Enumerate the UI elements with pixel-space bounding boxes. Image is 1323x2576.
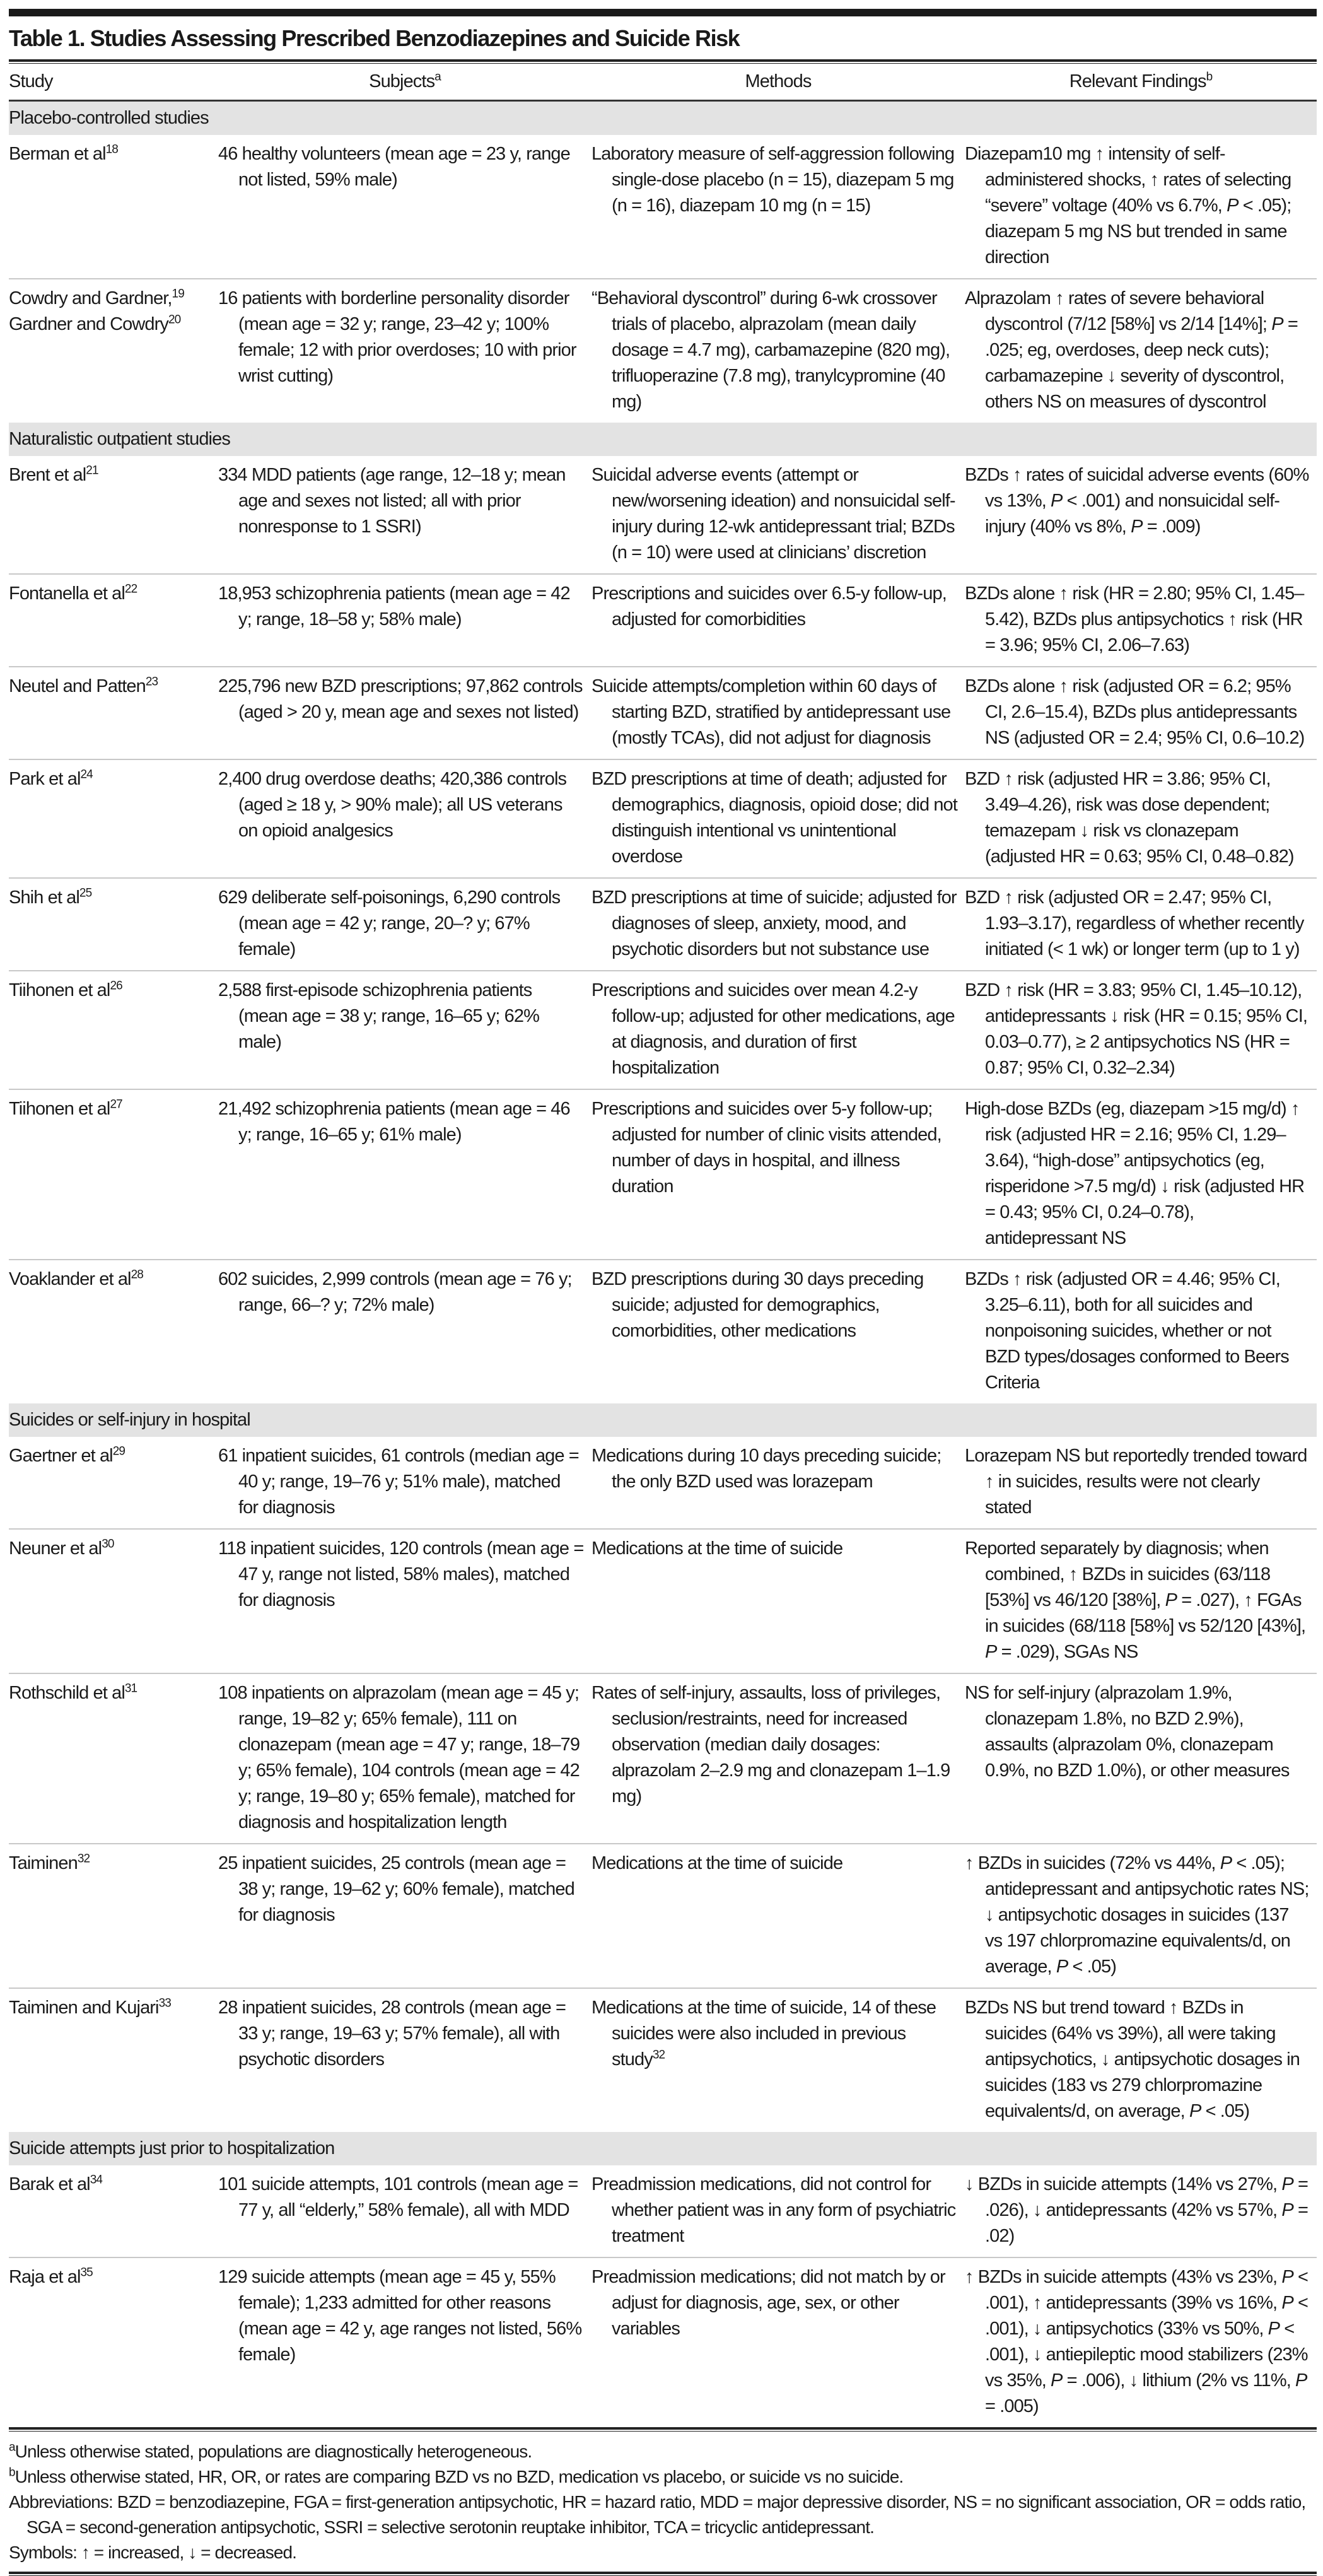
study-author: Shih et al	[9, 887, 79, 908]
methods-cell	[592, 971, 965, 1089]
subjects-cell	[218, 574, 592, 667]
study-name	[9, 581, 211, 607]
methods-value: BZD prescriptions at time of suicide; adjusted for diagnoses of sleep, anxiety, mood, and psychotic disorders but not substance use	[592, 887, 957, 959]
study-author: Taiminen and Kujari	[9, 1998, 159, 2018]
footnote-marker: b	[9, 2466, 15, 2479]
table-title: Table 1. Studies Assessing Prescribed Benzodiazepines and Suicide Risk	[9, 25, 740, 51]
section-header-row	[9, 423, 1317, 456]
double-rule	[9, 2427, 1317, 2432]
methods-value: Medications at the time of suicide, 14 of these suicides were also included in previous study	[592, 1998, 936, 2070]
methods-cell	[592, 1260, 965, 1403]
methods-value: Rates of self-injury, assaults, loss of privileges, seclusion/restraints, need for increased observation (median daily dosages: alprazolam 2–2.9 mg and clonazepam 1–1.9 mg)	[592, 1683, 950, 1806]
subjects-text	[218, 1851, 584, 1928]
reference-number: 33	[158, 1996, 171, 2010]
subjects-value: 25 inpatient suicides, 25 controls (mean age = 38 y; range, 19–62 y; 60% female), matched for diagnosis	[218, 1853, 574, 1925]
methods-cell	[592, 574, 965, 667]
study-cell	[9, 2257, 218, 2427]
header-findings	[965, 64, 1317, 101]
subjects-value: 108 inpatients on alprazolam (mean age = 45 y; range, 19–82 y; 65% female), 111 on clonazepam (mean age = 47 y; range, 18–79 y; 65% female), 104 controls (mean age = 42 y; range, 19–80 y; 65% female), matched for diagnosis and hospitalization length	[218, 1683, 580, 1832]
header-methods-label: Methods	[745, 71, 812, 91]
subjects-text	[218, 978, 584, 1055]
study-name	[9, 978, 211, 1004]
methods-cell	[592, 135, 965, 279]
methods-value: Suicide attempts/completion within 60 days of starting BZD, stratified by antidepressant use (mostly TCAs), did not adjust for diagnosis	[592, 676, 951, 748]
methods-cell	[592, 1988, 965, 2132]
footnote-marker: b	[1206, 70, 1213, 84]
header-subjects-label: Subjects	[369, 71, 435, 91]
study-cell	[9, 1437, 218, 1529]
findings-value: Alprazolam ↑ rates of severe behavioral dyscontrol (7/12 [58%] vs 2/14 [14%]; P = .025; eg, overdoses, deep neck cuts); carbamazepine ↓ severity of dyscontrol, others NS on measures of dyscontrol	[965, 288, 1298, 412]
findings-value: BZD ↑ risk (adjusted HR = 3.86; 95% CI, 3.49–4.26), risk was dose dependent; temazepam ↓ risk vs clonazepam (adjusted HR = 0.63; 95% CI, 0.48–0.82)	[965, 769, 1294, 867]
subjects-cell	[218, 759, 592, 878]
study-author: Cowdry and Gardner,	[9, 288, 172, 308]
methods-text	[592, 1536, 957, 1562]
study-name	[9, 462, 211, 488]
findings-text	[965, 766, 1309, 870]
subjects-text	[218, 674, 584, 725]
table-row	[9, 279, 1317, 423]
study-name	[9, 885, 211, 911]
footnote-text: Symbols: ↑ = increased, ↓ = decreased.	[9, 2543, 297, 2562]
methods-value: Medications at the time of suicide	[592, 1853, 843, 1873]
study-cell	[9, 279, 218, 423]
reference-number: 26	[110, 979, 122, 993]
footnote	[9, 2540, 1317, 2565]
findings-cell	[965, 1529, 1317, 1673]
methods-cell	[592, 1529, 965, 1673]
methods-value: Medications at the time of suicide	[592, 1538, 843, 1559]
findings-value: BZD ↑ risk (HR = 3.83; 95% CI, 1.45–10.12), antidepressants ↓ risk (HR = 0.15; 95% CI, 0.03–0.77), ≥ 2 antipsychotics NS (HR = 0.87; 95% CI, 0.32–2.34)	[965, 980, 1308, 1078]
reference-number: 28	[131, 1268, 143, 1282]
findings-value: Diazepam10 mg ↑ intensity of self-administered shocks, ↑ rates of selecting “severe” voltage (40% vs 6.7%, P < .05); diazepam 5 mg NS but trended in same direction	[965, 144, 1291, 267]
findings-cell	[965, 574, 1317, 667]
study-cell	[9, 574, 218, 667]
table-row	[9, 1529, 1317, 1673]
subjects-text	[218, 885, 584, 963]
findings-text	[965, 674, 1309, 751]
study-cell	[9, 1529, 218, 1673]
subjects-text	[218, 1267, 584, 1318]
study-author: Park et al	[9, 769, 81, 789]
footnote-text: Abbreviations: BZD = benzodiazepine, FGA = first-generation antipsychotic, HR = hazard ratio, MDD = major depressive disorder, NS = no significant association, OR = odds ratio, SGA = second-generation antipsychotic, SSRI = selective serotonin reuptake inhibitor, TCA = tricyclic antidepressant.	[9, 2492, 1306, 2537]
header-subjects	[218, 64, 592, 101]
study-author: Gaertner et al	[9, 1446, 113, 1466]
reference-number: 32	[652, 2048, 665, 2062]
findings-text	[965, 1443, 1309, 1521]
reference-number: 25	[79, 886, 92, 900]
findings-cell	[965, 759, 1317, 878]
subjects-text	[218, 141, 584, 193]
table-row	[9, 667, 1317, 759]
study-author: Voaklander et al	[9, 1269, 131, 1289]
study-name	[9, 2264, 211, 2290]
subjects-value: 46 healthy volunteers (mean age = 23 y, range not listed, 59% male)	[218, 144, 570, 190]
reference-number: 22	[124, 582, 137, 596]
methods-text	[592, 978, 957, 1081]
subjects-text	[218, 581, 584, 633]
findings-text	[965, 885, 1309, 963]
subjects-text	[218, 1680, 584, 1835]
findings-value: BZDs alone ↑ risk (adjusted OR = 6.2; 95% CI, 2.6–15.4), BZDs plus antidepressants NS (adjusted OR = 2.4; 95% CI, 0.6–10.2)	[965, 676, 1305, 748]
subjects-cell	[218, 667, 592, 759]
table-row	[9, 574, 1317, 667]
study-name	[9, 766, 211, 792]
methods-text	[592, 462, 957, 566]
findings-value: High-dose BZDs (eg, diazepam >15 mg/d) ↑ risk (adjusted HR = 2.16; 95% CI, 1.29–3.64), “high-dose” antipsychotics (eg, risperidone >7.5 mg/d) ↓ risk (adjusted HR = 0.43; 95% CI, 0.24–0.78), antidepressant NS	[965, 1099, 1305, 1248]
study-cell	[9, 759, 218, 878]
reference-number: 27	[110, 1098, 122, 1111]
study-author: Gardner and Cowdry	[9, 314, 168, 334]
table-row	[9, 135, 1317, 279]
reference-number: 32	[77, 1852, 90, 1866]
subjects-text	[218, 286, 584, 389]
footnote-marker: a	[9, 2440, 15, 2454]
methods-cell	[592, 1844, 965, 1988]
study-cell	[9, 667, 218, 759]
subjects-text	[218, 462, 584, 540]
findings-text	[965, 2172, 1309, 2249]
methods-text	[592, 2264, 957, 2342]
section-header-row	[9, 101, 1317, 136]
study-name	[9, 2172, 211, 2198]
study-author: Fontanella et al	[9, 583, 125, 604]
methods-text	[592, 674, 957, 751]
study-name	[9, 1443, 211, 1469]
study-name	[9, 674, 211, 700]
subjects-value: 2,400 drug overdose deaths; 420,386 controls (aged ≥ 18 y, > 90% male); all US veterans on opioid analgesics	[218, 769, 567, 841]
section-header-row	[9, 1403, 1317, 1437]
footnote	[9, 2464, 1317, 2490]
study-author: Neuner et al	[9, 1538, 102, 1559]
findings-text	[965, 1536, 1309, 1665]
subjects-cell	[218, 2165, 592, 2257]
findings-text	[965, 581, 1309, 659]
reference-number: 20	[168, 313, 181, 327]
methods-cell	[592, 2165, 965, 2257]
subjects-value: 118 inpatient suicides, 120 controls (mean age = 47 y, range not listed, 58% males), matched for diagnosis	[218, 1538, 584, 1610]
study-cell	[9, 1260, 218, 1403]
study-cell	[9, 1089, 218, 1260]
study-name	[9, 312, 211, 337]
methods-cell	[592, 1673, 965, 1844]
methods-text	[592, 581, 957, 633]
reference-number: 29	[112, 1444, 125, 1458]
reference-number: 31	[124, 1682, 137, 1695]
subjects-value: 129 suicide attempts (mean age = 45 y, 55% female); 1,233 admitted for other reasons (mean age = 42 y, age ranges not listed, 56% female)	[218, 2267, 582, 2365]
double-rule	[9, 59, 1317, 64]
methods-cell	[592, 1089, 965, 1260]
methods-cell	[592, 456, 965, 574]
methods-cell	[592, 1437, 965, 1529]
study-name	[9, 1096, 211, 1122]
study-cell	[9, 2165, 218, 2257]
findings-value: BZD ↑ risk (adjusted OR = 2.47; 95% CI, 1.93–3.17), regardless of whether recently initiated (< 1 wk) or longer term (up to 1 y)	[965, 887, 1304, 959]
header-row	[9, 64, 1317, 101]
subjects-cell	[218, 1529, 592, 1673]
findings-cell	[965, 1844, 1317, 1988]
study-author: Tiihonen et al	[9, 980, 110, 1000]
study-name	[9, 286, 211, 312]
methods-value: Prescriptions and suicides over 6.5-y follow-up, adjusted for comorbidities	[592, 583, 947, 629]
findings-cell	[965, 456, 1317, 574]
table-row	[9, 878, 1317, 971]
table-row	[9, 2257, 1317, 2427]
methods-value: BZD prescriptions during 30 days preceding suicide; adjusted for demographics, comorbidities, other medications	[592, 1269, 924, 1341]
subjects-text	[218, 1995, 584, 2073]
footnote	[9, 2439, 1317, 2464]
study-name	[9, 141, 211, 167]
study-cell	[9, 878, 218, 971]
methods-value: Prescriptions and suicides over 5-y follow-up; adjusted for number of clinic visits attended, number of days in hospital, and illness duration	[592, 1099, 941, 1197]
study-cell	[9, 135, 218, 279]
findings-text	[965, 1995, 1309, 2124]
findings-text	[965, 978, 1309, 1081]
section-label: Suicide attempts just prior to hospitalization	[9, 2132, 1317, 2165]
table-row	[9, 1988, 1317, 2132]
table-row	[9, 1260, 1317, 1403]
subjects-value: 629 deliberate self-poisonings, 6,290 controls (mean age = 42 y; range, 20–? y; 67% female)	[218, 887, 561, 959]
methods-value: Preadmission medications; did not match by or adjust for diagnosis, age, sex, or other variables	[592, 2267, 945, 2339]
methods-text	[592, 1680, 957, 1810]
methods-cell	[592, 759, 965, 878]
subjects-text	[218, 1096, 584, 1148]
subjects-cell	[218, 456, 592, 574]
subjects-cell	[218, 135, 592, 279]
table-row	[9, 971, 1317, 1089]
methods-text	[592, 885, 957, 963]
findings-text	[965, 1267, 1309, 1396]
subjects-text	[218, 766, 584, 844]
footnote-text: Unless otherwise stated, populations are diagnostically heterogeneous.	[15, 2442, 532, 2461]
findings-value: Lorazepam NS but reportedly trended toward ↑ in suicides, results were not clearly stated	[965, 1446, 1307, 1518]
findings-value: ↓ BZDs in suicide attempts (14% vs 27%, P = .026), ↓ antidepressants (42% vs 57%, P = .02)	[965, 2174, 1308, 2246]
table-row	[9, 2165, 1317, 2257]
subjects-value: 28 inpatient suicides, 28 controls (mean age = 33 y; range, 19–63 y; 57% female), all with psychotic disorders	[218, 1998, 566, 2070]
table-row	[9, 1437, 1317, 1529]
findings-cell	[965, 1089, 1317, 1260]
footnotes	[9, 2432, 1317, 2572]
study-cell	[9, 1844, 218, 1988]
subjects-value: 334 MDD patients (age range, 12–18 y; mean age and sexes not listed; all with prior nonresponse to 1 SSRI)	[218, 465, 566, 537]
subjects-value: 101 suicide attempts, 101 controls (mean age = 77 y, all “elderly,” 58% female), all with MDD	[218, 2174, 578, 2220]
subjects-cell	[218, 1844, 592, 1988]
study-name	[9, 1851, 211, 1876]
study-name	[9, 1995, 211, 2021]
methods-value: BZD prescriptions at time of death; adjusted for demographics, diagnosis, opioid dose; did not distinguish intentional vs unintentional overdose	[592, 769, 957, 867]
methods-value: “Behavioral dyscontrol” during 6-wk crossover trials of placebo, alprazolam (mean daily dosage = 4.7 mg), carbamazepine (820 mg), trifluoperazine (7.8 mg), tranylcypromine (40 mg)	[592, 288, 950, 412]
header-study-label: Study	[9, 71, 53, 91]
subjects-cell	[218, 279, 592, 423]
methods-cell	[592, 279, 965, 423]
findings-cell	[965, 1988, 1317, 2132]
reference-number: 23	[145, 675, 158, 689]
findings-text	[965, 1096, 1309, 1251]
methods-value: Preadmission medications, did not control for whether patient was in any form of psychiatric treatment	[592, 2174, 956, 2246]
findings-cell	[965, 1437, 1317, 1529]
findings-value: ↑ BZDs in suicides (72% vs 44%, P < .05); antidepressant and antipsychotic rates NS; ↓ antipsychotic dosages in suicides (137 vs 197 chlorpromazine equivalents/d, on average, P < .05)	[965, 1853, 1309, 1977]
study-name	[9, 1267, 211, 1292]
footnote-marker: a	[434, 70, 441, 84]
findings-value: Reported separately by diagnosis; when combined, ↑ BZDs in suicides (63/118 [53%] vs 46/120 [38%], P = .027), ↑ FGAs in suicides (68/118 [58%] vs 52/120 [43%], P = .029), SGAs NS	[965, 1538, 1306, 1662]
methods-text	[592, 286, 957, 415]
top-rule	[9, 9, 1317, 16]
study-author: Tiihonen et al	[9, 1099, 110, 1119]
table-body	[9, 101, 1317, 2428]
header-methods	[592, 64, 965, 101]
header-findings-label: Relevant Findings	[1069, 71, 1206, 91]
findings-cell	[965, 1673, 1317, 1844]
subjects-cell	[218, 1260, 592, 1403]
methods-value: Suicidal adverse events (attempt or new/worsening ideation) and nonsuicidal self-injury during 12-wk antidepressant trial; BZDs (n = 10) were used at clinicians’ discretion	[592, 465, 955, 563]
findings-cell	[965, 971, 1317, 1089]
findings-value: BZDs NS but trend toward ↑ BZDs in suicides (64% vs 39%), all were taking antipsychotics, ↓ antipsychotic dosages in suicides (183 vs 279 chlorpromazine equivalents/d, on average, P < .05)	[965, 1998, 1300, 2121]
reference-number: 30	[102, 1537, 114, 1551]
methods-text	[592, 1851, 957, 1876]
subjects-text	[218, 1536, 584, 1613]
section-label: Suicides or self-injury in hospital	[9, 1403, 1317, 1437]
header-study	[9, 64, 218, 101]
subjects-cell	[218, 1673, 592, 1844]
subjects-value: 21,492 schizophrenia patients (mean age = 46 y; range, 16–65 y; 61% male)	[218, 1099, 570, 1145]
methods-cell	[592, 2257, 965, 2427]
subjects-value: 61 inpatient suicides, 61 controls (median age = 40 y; range, 19–76 y; 51% male), matched for diagnosis	[218, 1446, 579, 1518]
methods-text	[592, 1096, 957, 1200]
findings-value: BZDs ↑ rates of suicidal adverse events (60% vs 13%, P < .001) and nonsuicidal self-injury (40% vs 8%, P = .009)	[965, 465, 1309, 537]
table-row	[9, 1844, 1317, 1988]
findings-cell	[965, 878, 1317, 971]
methods-text	[592, 1443, 957, 1495]
methods-value: Prescriptions and suicides over mean 4.2-y follow-up; adjusted for other medications, age at diagnosis, and duration of first hospitalization	[592, 980, 955, 1078]
subjects-cell	[218, 2257, 592, 2427]
methods-text	[592, 1995, 957, 2073]
footnote	[9, 2490, 1317, 2540]
section-label: Placebo-controlled studies	[9, 101, 1317, 136]
study-author: Neutel and Patten	[9, 676, 146, 696]
study-author: Barak et al	[9, 2174, 90, 2194]
table-row	[9, 456, 1317, 574]
subjects-text	[218, 1443, 584, 1521]
subjects-text	[218, 2264, 584, 2368]
findings-value: BZDs alone ↑ risk (HR = 2.80; 95% CI, 1.45–5.42), BZDs plus antipsychotics ↑ risk (HR = 3.96; 95% CI, 2.06–7.63)	[965, 583, 1304, 655]
study-cell	[9, 1988, 218, 2132]
study-author: Taiminen	[9, 1853, 78, 1873]
findings-text	[965, 286, 1309, 415]
methods-text	[592, 2172, 957, 2249]
findings-text	[965, 141, 1309, 271]
methods-text	[592, 1267, 957, 1344]
studies-table	[9, 64, 1317, 2427]
reference-number: 21	[86, 464, 98, 477]
reference-number: 18	[105, 143, 118, 156]
study-author: Berman et al	[9, 144, 106, 164]
study-name	[9, 1536, 211, 1562]
findings-value: ↑ BZDs in suicide attempts (43% vs 23%, P < .001), ↑ antidepressants (39% vs 16%, P < .001), ↓ antipsychotics (33% vs 50%, P < .001), ↓ antiepileptic mood stabilizers (23% vs 35%, P = .006), ↓ lithium (2% vs 11%, P = .005)	[965, 2267, 1308, 2416]
findings-value: NS for self-injury (alprazolam 1.9%, clonazepam 1.8%, no BZD 2.9%), assaults (alprazolam 0%, clonazepam 0.9%, no BZD 1.0%), or other measures	[965, 1683, 1290, 1781]
findings-text	[965, 1680, 1309, 1784]
subjects-cell	[218, 1988, 592, 2132]
study-cell	[9, 456, 218, 574]
reference-number: 34	[90, 2173, 103, 2187]
footnote-text: Unless otherwise stated, HR, OR, or rates are comparing BZD vs no BZD, medication vs placebo, or suicide vs no suicide.	[15, 2467, 904, 2486]
reference-number: 35	[80, 2266, 93, 2280]
double-rule	[9, 2572, 1317, 2576]
study-cell	[9, 1673, 218, 1844]
subjects-cell	[218, 878, 592, 971]
methods-cell	[592, 878, 965, 971]
study-name	[9, 1680, 211, 1706]
findings-text	[965, 462, 1309, 540]
study-author: Rothschild et al	[9, 1683, 125, 1703]
study-author: Raja et al	[9, 2267, 81, 2287]
findings-cell	[965, 135, 1317, 279]
findings-cell	[965, 2257, 1317, 2427]
reference-number: 24	[80, 768, 93, 782]
methods-value: Laboratory measure of self-aggression following single-dose placebo (n = 15), diazepam 5 mg (n = 16), diazepam 10 mg (n = 15)	[592, 144, 955, 216]
findings-value: BZDs ↑ risk (adjusted OR = 4.46; 95% CI, 3.25–6.11), both for all suicides and nonpoisoning suicides, whether or not BZD types/dosages conformed to Beers Criteria	[965, 1269, 1289, 1393]
subjects-cell	[218, 971, 592, 1089]
subjects-cell	[218, 1437, 592, 1529]
reference-number: 19	[172, 287, 184, 301]
findings-text	[965, 2264, 1309, 2420]
findings-text	[965, 1851, 1309, 1980]
findings-cell	[965, 2165, 1317, 2257]
subjects-value: 16 patients with borderline personality disorder (mean age = 32 y; range, 23–42 y; 100% female; 12 with prior overdoses; 10 with prior wrist cutting)	[218, 288, 576, 386]
findings-cell	[965, 1260, 1317, 1403]
methods-value: Medications during 10 days preceding suicide; the only BZD used was lorazepam	[592, 1446, 941, 1492]
subjects-cell	[218, 1089, 592, 1260]
findings-cell	[965, 279, 1317, 423]
methods-text	[592, 141, 957, 219]
subjects-value: 225,796 new BZD prescriptions; 97,862 controls (aged > 20 y, mean age and sexes not listed)	[218, 676, 583, 722]
methods-text	[592, 766, 957, 870]
subjects-text	[218, 2172, 584, 2223]
study-author: Brent et al	[9, 465, 86, 485]
subjects-value: 18,953 schizophrenia patients (mean age = 42 y; range, 18–58 y; 58% male)	[218, 583, 570, 629]
section-label: Naturalistic outpatient studies	[9, 423, 1317, 456]
subjects-value: 602 suicides, 2,999 controls (mean age = 76 y; range, 66–? y; 72% male)	[218, 1269, 572, 1315]
table-row	[9, 1673, 1317, 1844]
table-row	[9, 1089, 1317, 1260]
subjects-value: 2,588 first-episode schizophrenia patients (mean age = 38 y; range, 16–65 y; 62% male)	[218, 980, 539, 1052]
methods-cell	[592, 667, 965, 759]
study-cell	[9, 971, 218, 1089]
findings-cell	[965, 667, 1317, 759]
table-row	[9, 759, 1317, 878]
section-header-row	[9, 2132, 1317, 2165]
